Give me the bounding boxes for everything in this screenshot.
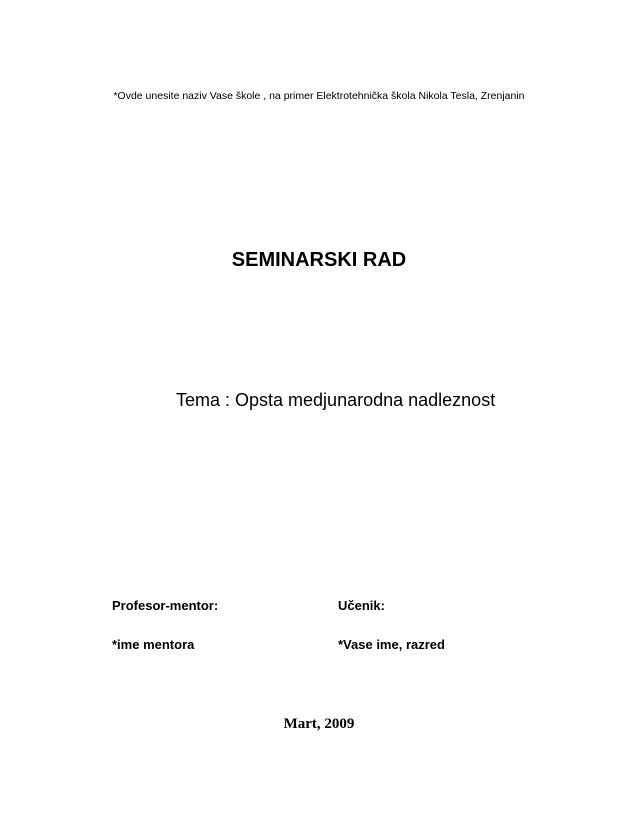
document-date: Mart, 2009: [283, 716, 355, 732]
topic-line: Tema : Opsta medjunarodna nadleznost: [176, 390, 496, 410]
student-label: Učenik:: [338, 598, 385, 613]
document-title: SEMINARSKI RAD: [231, 249, 407, 271]
school-name-note: *Ovde unesite naziv Vase škole , na primer Elektrotehnička škola Nikola Tesla, Zrenjanin: [113, 90, 525, 102]
mentor-name: *ime mentora: [112, 637, 195, 652]
student-name: *Vase ime, razred: [338, 637, 445, 652]
mentor-label: Profesor-mentor:: [112, 598, 219, 613]
